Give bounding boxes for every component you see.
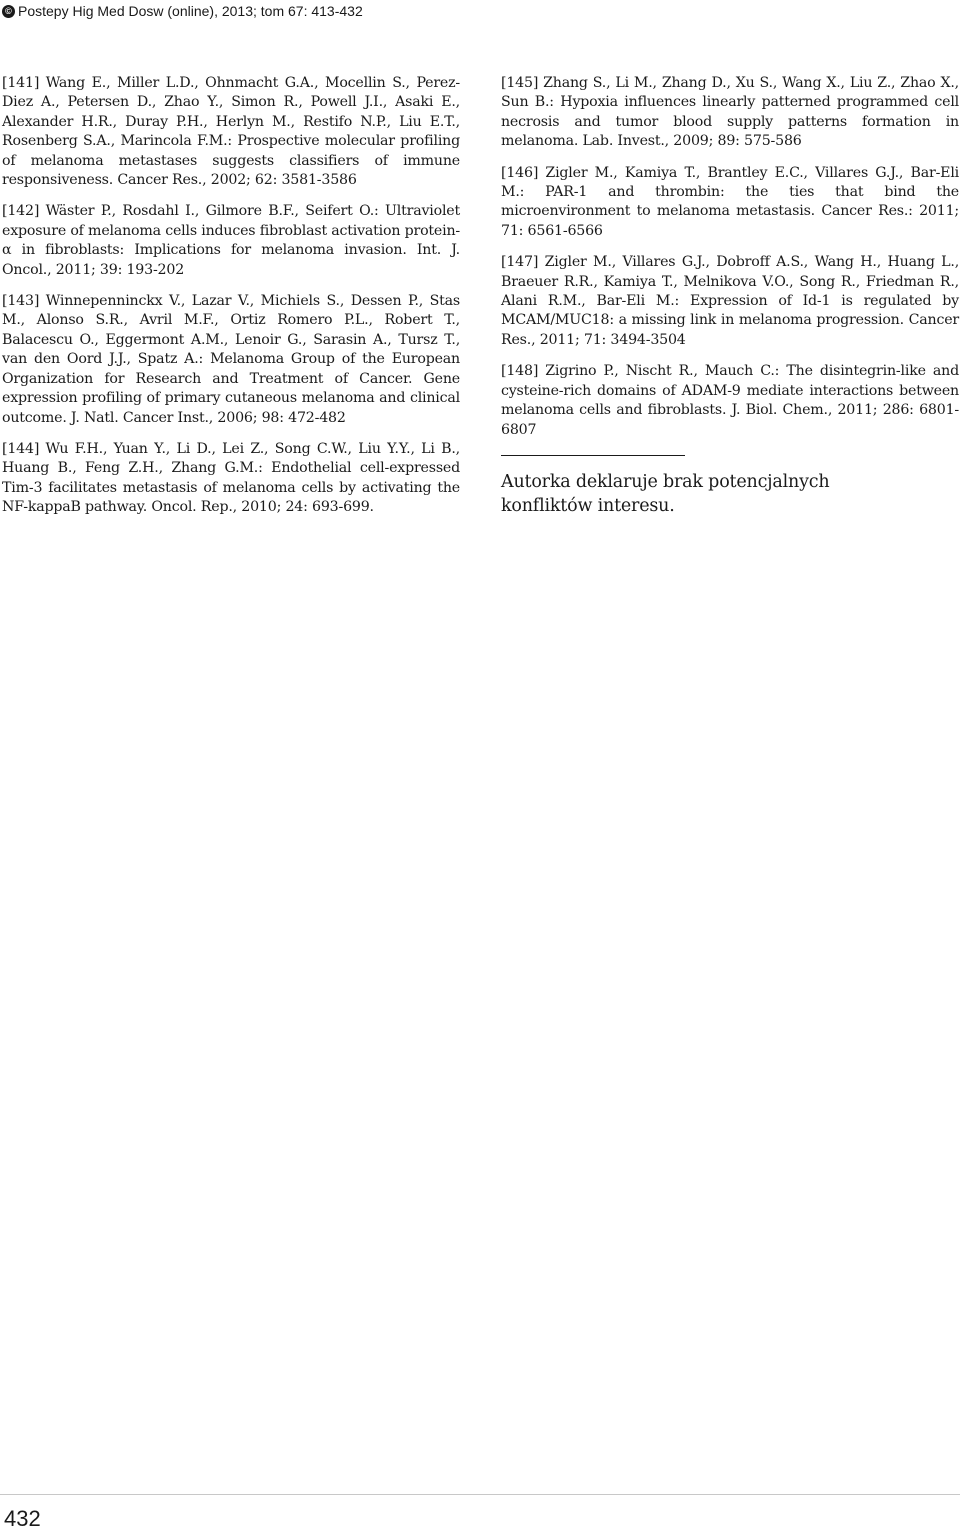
running-header [2, 0, 363, 22]
reference-143: [143] Winnepenninckx V., Lazar V., Michiels S., Dessen P., Stas M., Alonso S.R., Avril M.F., Ortiz Romero P.L., Robert T., Balacescu O., Eggermont A.M., Lenoir G., Sarasin A., Tursz T., van den Oord J.J., Spatz A.: Melanoma Group of the European Organization for Research and Treatment of Cancer. Gene expression profiling of primary cutaneous melanoma and clinical outcome. J. Natl. Cancer Inst., 2006; 98: 472-482 [2, 293, 460, 426]
copyright-circle-icon: © [2, 5, 15, 18]
journal-citation: Postepy Hig Med Dosw (online), 2013; tom 67: 413-432 [18, 3, 363, 19]
reference-146: [146] Zigler M., Kamiya T., Brantley E.C., Villares G.J., Bar-Eli M.: PAR-1 and thrombin: the ties that bind the microenvironment to melanoma metastasis. Cancer Res.: 2011; 71: 6561-6566 [501, 164, 959, 239]
references-right-column [501, 74, 959, 440]
page-number: 432 [4, 1506, 41, 1531]
footer-rule [0, 1494, 960, 1495]
footnote-divider [501, 455, 685, 456]
reference-147: [147] Zigler M., Villares G.J., Dobroff A.S., Wang H., Huang L., Braeuer R.R., Kamiya T., Melnikova V.O., Song R., Friedman R., Alani R.M., Bar-Eli M.: Expression of Id-1 is regulated by MCAM/MUC18: a missing link in melanoma progression. Cancer Res., 2011; 71: 3494-3504 [501, 254, 959, 348]
reference-141: [141] Wang E., Miller L.D., Ohnmacht G.A., Mocellin S., Perez-Diez A., Petersen D., Zhao Y., Simon R., Powell J.I., Asaki E., Alexander H.R., Duray P.H., Herlyn M., Restifo N.P., Liu E.T., Rosenberg S.A., Marincola F.M.: Prospective molecular profiling of melanoma metastases suggests classifiers of immune responsiveness. Cancer Res., 2002; 62: 3581-3586 [2, 75, 460, 189]
references-left-column [2, 74, 460, 518]
reference-148: [148] Zigrino P., Nischt R., Mauch C.: The disintegrin-like and cysteine-rich domains of ADAM-9 mediate interactions between melanoma cells and fibroblasts. J. Biol. Chem., 2011; 286: 6801-6807 [501, 363, 959, 438]
reference-145: [145] Zhang S., Li M., Zhang D., Xu S., Wang X., Liu Z., Zhao X., Sun B.: Hypoxia influences linearly patterned programmed cell necrosis and tumor blood supply patterns formation in melanoma. Lab. Invest., 2009; 89: 575-586 [501, 75, 959, 150]
reference-142: [142] Wäster P., Rosdahl I., Gilmore B.F., Seifert O.: Ultraviolet exposure of melanoma cells induces fibroblast activation protein-α in fibroblasts: Implications for melanoma invasion. Int. J. Oncol., 2011; 39: 193-202 [2, 203, 460, 278]
reference-144: [144] Wu F.H., Yuan Y., Li D., Lei Z., Song C.W., Liu Y.Y., Li B., Huang B., Feng Z.H., Zhang G.M.: Endothelial cell-expressed Tim-3 facilitates metastasis of melanoma cells by activating the NF-kappaB pathway. Oncol. Rep., 2010; 24: 693-699. [2, 440, 460, 516]
conflict-of-interest-declaration: Autorka deklaruje brak potencjalnych konfliktów interesu. [501, 472, 830, 516]
